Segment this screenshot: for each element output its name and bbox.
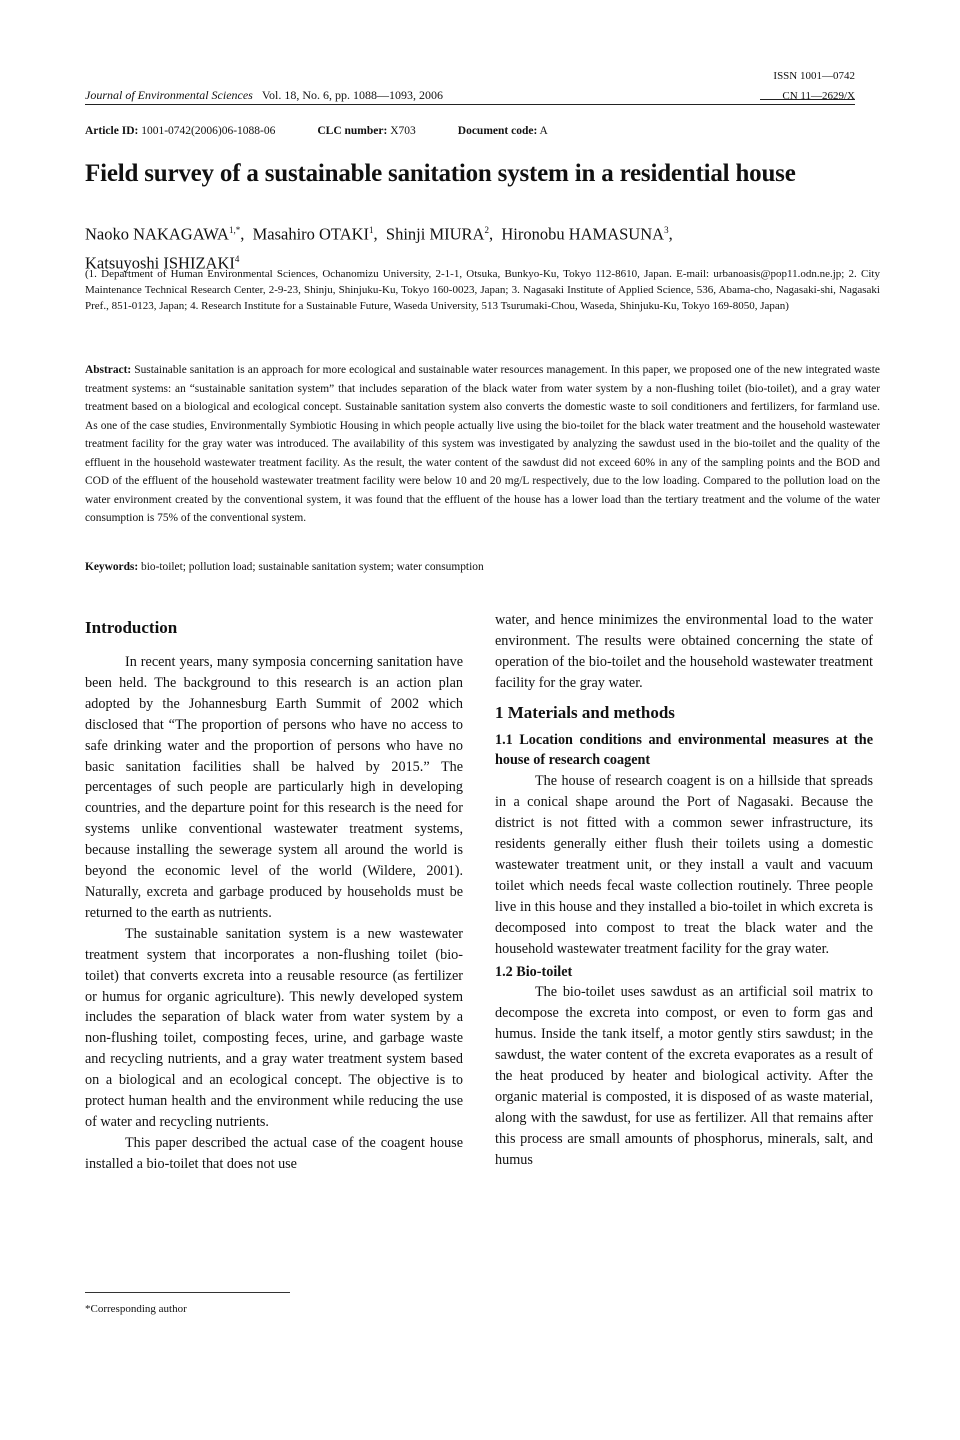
author-affil-mark: 1	[369, 225, 374, 235]
journal-name: Journal of Environmental Sciences	[85, 88, 253, 102]
intro-paragraph-3-continued: water, and hence minimizes the environmental load to the water environment. The results were obtained concerning the state of operation of the bio-toilet and the household wastewater treatment facility for the gray water.	[495, 612, 873, 691]
footnote-rule	[85, 1292, 290, 1293]
section-1-heading: 1 Materials and methods	[495, 702, 675, 722]
intro-paragraph-1: In recent years, many symposia concerning sanitation have been held. The background to this research is an action plan adopted by the Johannesburg Earth Summit of 2002 which disclosed that “The proportion of persons who have no access to safe drinking water and the proportion of persons who have no basic sanitation facilities shall be halved by 2015.” The percentages of such people are particularly high in developing countries, and the departure point for this research is the need for systems unlike conventional wastewater treatment systems, because installing the sewerage system all around the world is beyond the economic level of the world (Wildere, 2001). Naturally, excreta and garbage produced by households must be returned to the earth as nutrients.	[85, 654, 463, 921]
header-rule	[85, 104, 855, 105]
author-affil-mark: 2	[484, 225, 489, 235]
author-name: Naoko NAKAGAWA	[85, 224, 229, 244]
keywords	[85, 561, 880, 573]
author-affil-mark: 1,*	[228, 225, 241, 235]
introduction-heading: Introduction	[85, 618, 178, 637]
doc-code-label: Document code:	[457, 125, 538, 137]
footnote: *Corresponding author	[85, 1303, 187, 1315]
abstract-label: Abstract:	[85, 364, 132, 376]
paper-title: Field survey of a sustainable sanitation system in a residential house	[85, 160, 796, 187]
left-column	[85, 652, 463, 1175]
article-meta	[85, 125, 548, 137]
doc-code: A	[539, 125, 548, 137]
cn-number: CN 11—2629/X	[782, 90, 855, 102]
author-name: Masahiro OTAKI	[252, 224, 370, 244]
author-name: Shinji MIURA	[385, 224, 485, 244]
abstract	[85, 361, 880, 528]
section-1-2-text: The bio-toilet uses sawdust as an artificial soil matrix to decompose the excreta into compost, or even to form gas and humus. Inside the tank itself, a motor gently stirs sawdust; in the sawdust, the water content of the excreta evaporates as a result of the heat produced by heater and biological activity. After the organic material is composted, it is disposed of as waste material, along with the sawdust, for use as fertilizer. All that remains after this process are small amounts of phosphorus, minerals, salt, and humus	[495, 984, 873, 1168]
right-column	[495, 610, 873, 1171]
section-1-1-text: The house of research coagent is on a hillside that spreads in a conical shape around the Port of Nagasaki. Because the district is not fitted with a common sewer infrastructure, its residents generally either flush their toilets using a domestic wastewater treatment unit, or they install a vault and vacuum toilet which needs fecal waste collection routinely. Three people live in this house and they installed a bio-toilet in which excreta is decomposed into compost to treat the black water and the household wastewater treatment facility for the gray water.	[495, 773, 873, 957]
abstract-text: Sustainable sanitation is an approach for more ecological and sustainable water resources management. In this paper, we proposed one of the new integrated waste treatment systems: an “sustainable sanitation system” that includes separation of the black water from water system by a non-flushing toilet (bio-toilet), and a gray water treatment based on a biological and ecological concept. Sustainable sanitation system also converts the domestic waste to soil conditioners and fertilizers, for farmland use. As one of the case studies, Environmentally Symbiotic Housing in which people actually live using the bio-toilet for the black water treatment and the household wastewater treatment facility for the gray water was introduced. The availability of this system was investigated by analyzing the sawdust used in the bio-toilet and the quality of the effluent in the household wastewater treatment facility. As the result, the water content of the sawdust did not exceed 60% in any of the sampling points and the BOD and COD of the effluent of the household wastewater treatment facility were below 10 and 20 mg/L respectively, due to the low loading. Compared to the pollution load on the water environment created by the conventional system, it was found that the effluent of the house has a lower load than the tertiary treatment and the volume of the water consumption is 75% of the conventional system.	[85, 364, 880, 524]
article-id: 1001-0742(2006)06-1088-06	[141, 125, 276, 137]
author-affil-mark: 3	[664, 225, 669, 235]
clc-number: X703	[390, 125, 416, 137]
author-name: Hironobu HAMASUNA	[501, 224, 665, 244]
section-1-2-heading: 1.2 Bio-toilet	[495, 963, 573, 980]
article-id-label: Article ID:	[85, 125, 139, 137]
author-list: Naoko $NAKAGAWA^{1,*}$, Masahiro OTAKI$^1$, Shinji MIURA$^2$, Hironobu HAMASUNA$^3$, Katsuyoshi ISHIZAKI$^4$	[85, 224, 673, 272]
intro-paragraph-3: This paper described the actual case of the coagent house installed a bio-toilet that does not use	[85, 1134, 463, 1172]
section-1-1-heading: 1.1 Location conditions and environmental measures at the house of research coagent	[495, 731, 873, 769]
clc-label: CLC number:	[317, 125, 388, 137]
journal-citation: Vol. 18, No. 6, pp. 1088—1093, 2006	[261, 88, 443, 102]
journal-header	[85, 88, 443, 103]
keywords-label: Keywords:	[85, 561, 139, 573]
author-affil-mark: 4	[234, 253, 240, 264]
issn-number: ISSN 1001—0742	[773, 70, 855, 82]
affiliations: (1. Department of Human Environmental Sciences, Ochanomizu University, 2-1-1, Otsuka, Bunkyo-Ku, Tokyo 112-8610, Japan. E-mail: urbanoasis@pop11.odn.ne.jp; 2. City Maintenance Technical Research Center, 2-9-23, Shinju, Shinjuku-Ku, Tokyo 160-0023, Japan; 3. Nagasaki Institute of Applied Science, 536, Abama-cho, Nagasaki-shi, Nagasaki Pref., 851-0123, Japan; 4. Research Institute for a Sustainable Future, Waseda University, 513 Tsurumaki-Chou, Waseda, Shinjuku-Ku, Tokyo 169-8050, Japan)	[85, 268, 880, 312]
keywords-text: bio-toilet; pollution load; sustainable sanitation system; water consumption	[141, 561, 484, 573]
intro-paragraph-2: The sustainable sanitation system is a new wastewater treatment system that incorporates a non-flushing toilet (bio-toilet) that converts excreta into a reusable resource (as fertilizer or humus for organic agriculture). This newly developed system includes the separation of black water from water system by a non-flushing toilet, composting feces, urine, and garbage waste and recycling nutrients, and a gray water treatment system based on a biological and an ecological concept. The objective is to protect human health and the environment while reducing the use of water and recycling nutrients.	[85, 925, 463, 1130]
author-name: Katsuyoshi ISHIZAKI	[85, 253, 235, 272]
